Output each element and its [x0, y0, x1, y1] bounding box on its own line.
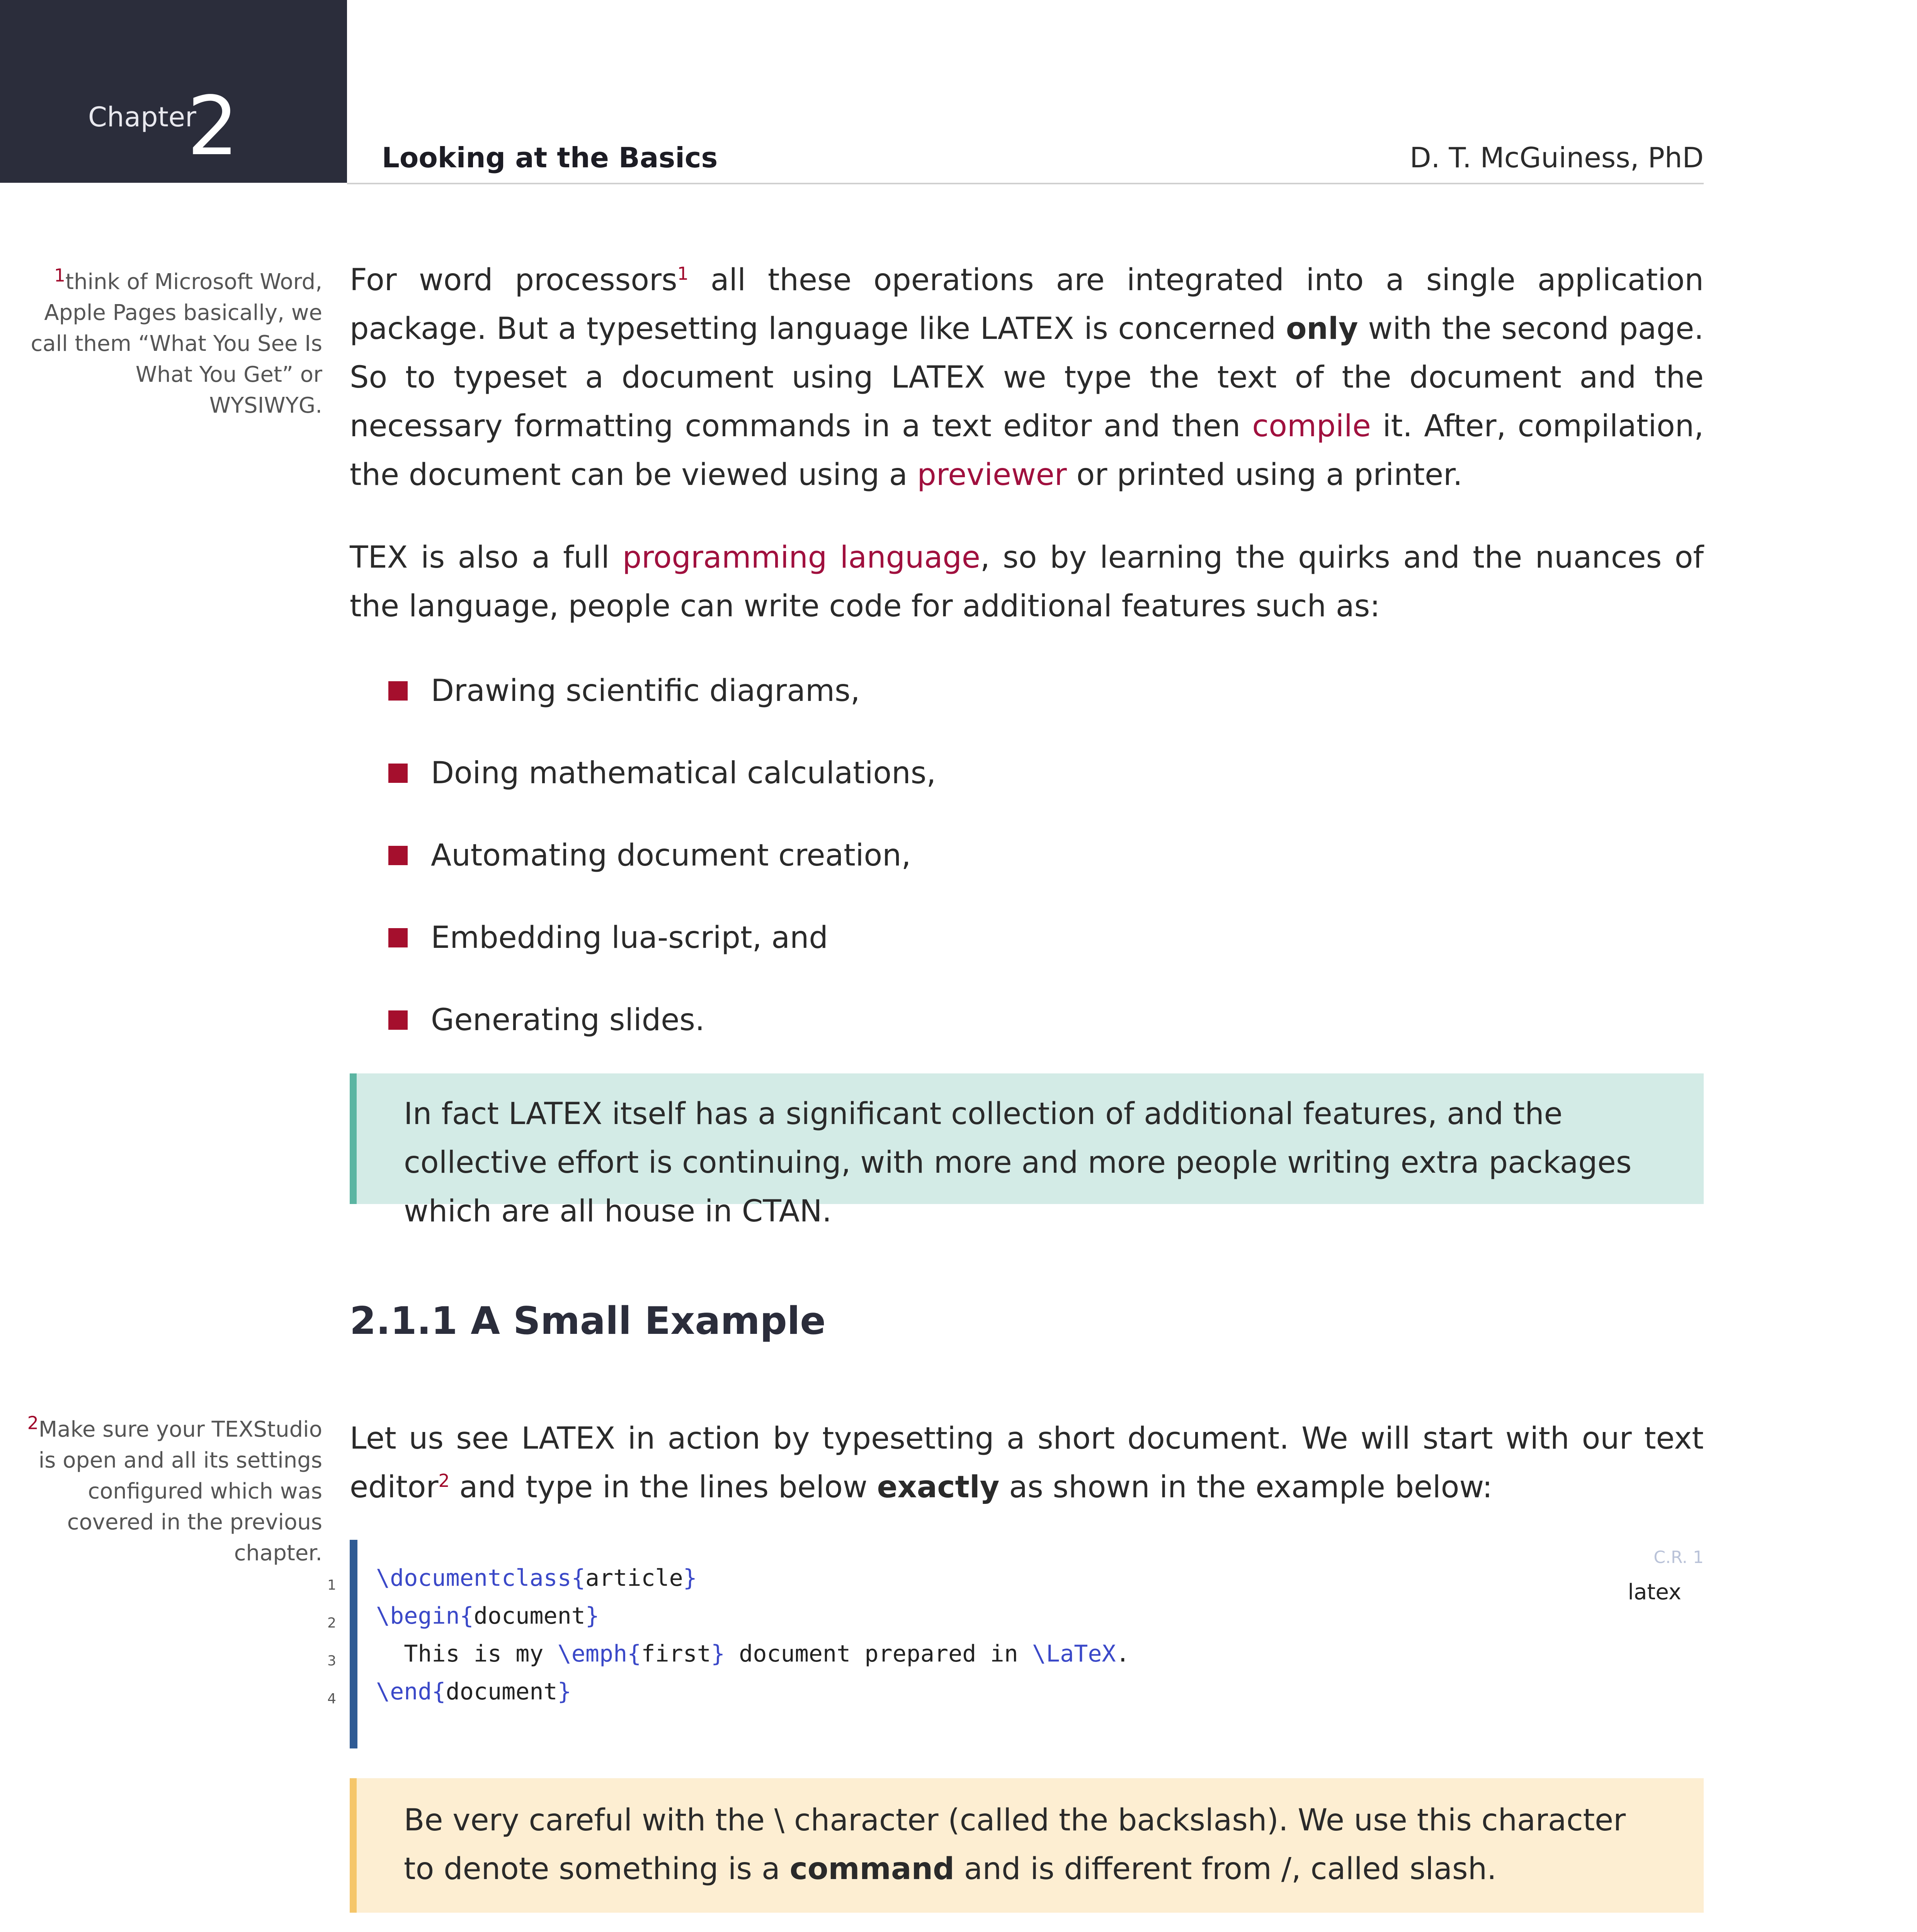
warning-callout	[350, 1778, 1704, 1913]
text-run: in action by typesetting a short document. We will start with our text editor	[350, 1421, 1704, 1505]
list-item	[388, 993, 1664, 1075]
paragraph-word-processors	[350, 256, 1704, 499]
code-argument: document	[473, 1602, 585, 1629]
chapter-number: 2	[187, 79, 239, 173]
text-run: For word processors	[350, 263, 677, 298]
code-brace: }	[683, 1565, 697, 1592]
text-run: and is different from /, called slash.	[954, 1852, 1497, 1886]
code-text: .	[1116, 1640, 1130, 1667]
bullet-square-icon	[388, 681, 408, 701]
list-item-label: Generating slides.	[431, 1003, 705, 1037]
footnote-number: 1	[54, 265, 66, 286]
header-divider	[347, 183, 1704, 184]
code-command: \emph	[557, 1640, 628, 1667]
code-brace: }	[711, 1640, 725, 1667]
list-item-label: Doing mathematical calculations,	[431, 756, 936, 791]
text-run: as shown in the example below:	[999, 1470, 1493, 1505]
text-run: with the second page. So to typeset a document using	[350, 311, 1704, 395]
bold-text: exactly	[877, 1470, 1000, 1505]
bold-text: command	[789, 1852, 954, 1886]
info-callout	[350, 1073, 1704, 1229]
text-run: is also a full	[408, 540, 623, 575]
code-command: \begin	[376, 1602, 460, 1629]
code-brace: {	[627, 1640, 641, 1667]
compile-link[interactable]: compile	[1252, 409, 1371, 444]
text-run: itself has a significant collection of additional features, and the collective effort is continuing, with more and more people writing extra packages which are all house in CTAN.	[404, 1097, 1632, 1229]
margin-note-text: Make sure your TEXStudio is open and all its settings configured which was covered in the previous chapter.	[38, 1417, 322, 1566]
text-run: all these operations are integrated into a single application package. But a typesetting language like	[350, 263, 1704, 346]
running-title: Looking at the Basics	[382, 141, 718, 174]
list-item	[388, 746, 1664, 828]
bullet-square-icon	[388, 846, 408, 865]
code-accent-bar	[350, 1540, 357, 1748]
bullet-square-icon	[388, 1010, 408, 1030]
text-run: we type the text of the document and the necessary formatting commands in a text editor and then	[350, 360, 1704, 444]
bullet-square-icon	[388, 928, 408, 947]
text-run: or printed using a printer.	[1067, 457, 1463, 492]
tex-logo: TEX	[350, 540, 408, 575]
list-item-label: Embedding lua-script, and	[431, 920, 828, 955]
code-brace: {	[432, 1678, 446, 1705]
code-line	[376, 1597, 599, 1635]
text-run: and type in the lines below	[449, 1470, 877, 1505]
bold-text: only	[1286, 311, 1358, 346]
text-run: is concerned	[1074, 311, 1286, 346]
code-line	[376, 1673, 572, 1711]
margin-note-1	[17, 267, 322, 421]
previewer-link[interactable]: previewer	[917, 457, 1067, 492]
latex-logo: LATEX	[508, 1097, 602, 1131]
feature-list	[388, 664, 1664, 1075]
margin-note-text: think of Microsoft Word, Apple Pages basically, we call them “What You See Is What You Get” or WYSIWYG.	[31, 269, 322, 418]
text-run: In fact	[404, 1097, 509, 1131]
list-item	[388, 828, 1664, 911]
chapter-label: Chapter	[88, 101, 196, 133]
footnote-ref-2[interactable]: 2	[438, 1470, 450, 1491]
code-listing[interactable]	[350, 1540, 1704, 1748]
chapter-tab	[0, 0, 347, 183]
line-number: 4	[327, 1691, 336, 1707]
line-number: 1	[327, 1577, 336, 1593]
code-brace: {	[571, 1565, 585, 1592]
margin-note-2	[17, 1414, 322, 1569]
code-brace: }	[585, 1602, 599, 1629]
text-run: Let us see	[350, 1421, 522, 1456]
callout-text	[404, 1090, 1660, 1236]
code-line	[376, 1559, 697, 1597]
paragraph-small-example	[350, 1414, 1704, 1512]
programming-language-link[interactable]: programming language	[622, 540, 980, 575]
latex-logo: LATEX	[521, 1421, 616, 1456]
list-item-label: Drawing scientific diagrams,	[431, 673, 860, 708]
list-item	[388, 664, 1664, 746]
text-run: Be very careful with the \ character (called the backslash). We use this character to denote something is a	[404, 1803, 1626, 1886]
callout-accent-bar	[350, 1778, 357, 1913]
list-item-label: Automating document creation,	[431, 838, 911, 873]
list-item	[388, 911, 1664, 993]
code-command: \LaTeX	[1032, 1640, 1116, 1667]
code-brace: {	[459, 1602, 474, 1629]
latex-logo: LATEX	[891, 360, 985, 395]
code-brace: }	[557, 1678, 572, 1705]
code-command: \end	[376, 1678, 432, 1705]
footnote-number: 2	[27, 1412, 39, 1434]
running-author: D. T. McGuiness, PhD	[1410, 141, 1704, 174]
code-argument: article	[585, 1565, 683, 1592]
text-run: , so by learning the quirks and the nuances of the language, people can write code for additional features such as:	[350, 540, 1704, 624]
line-number: 3	[327, 1653, 336, 1669]
bullet-square-icon	[388, 764, 408, 783]
line-number: 2	[327, 1615, 336, 1631]
code-reference-label: C.R. 1	[1653, 1548, 1704, 1567]
paragraph-programming-language	[350, 533, 1704, 631]
code-text: document prepared in	[725, 1640, 1032, 1667]
callout-text	[404, 1796, 1660, 1893]
footnote-ref-1[interactable]: 1	[677, 263, 689, 284]
code-argument: document	[446, 1678, 558, 1705]
section-heading: 2.1.1 A Small Example	[350, 1299, 826, 1343]
code-command: \documentclass	[376, 1565, 572, 1592]
code-text: This is my	[376, 1640, 558, 1667]
code-line	[376, 1635, 1130, 1673]
code-language-label: latex	[1628, 1580, 1681, 1605]
text-run: it. After, compilation, the document can be viewed using a	[350, 409, 1704, 492]
callout-accent-bar	[350, 1073, 357, 1204]
code-argument: first	[641, 1640, 711, 1667]
latex-logo: LATEX	[980, 311, 1074, 346]
